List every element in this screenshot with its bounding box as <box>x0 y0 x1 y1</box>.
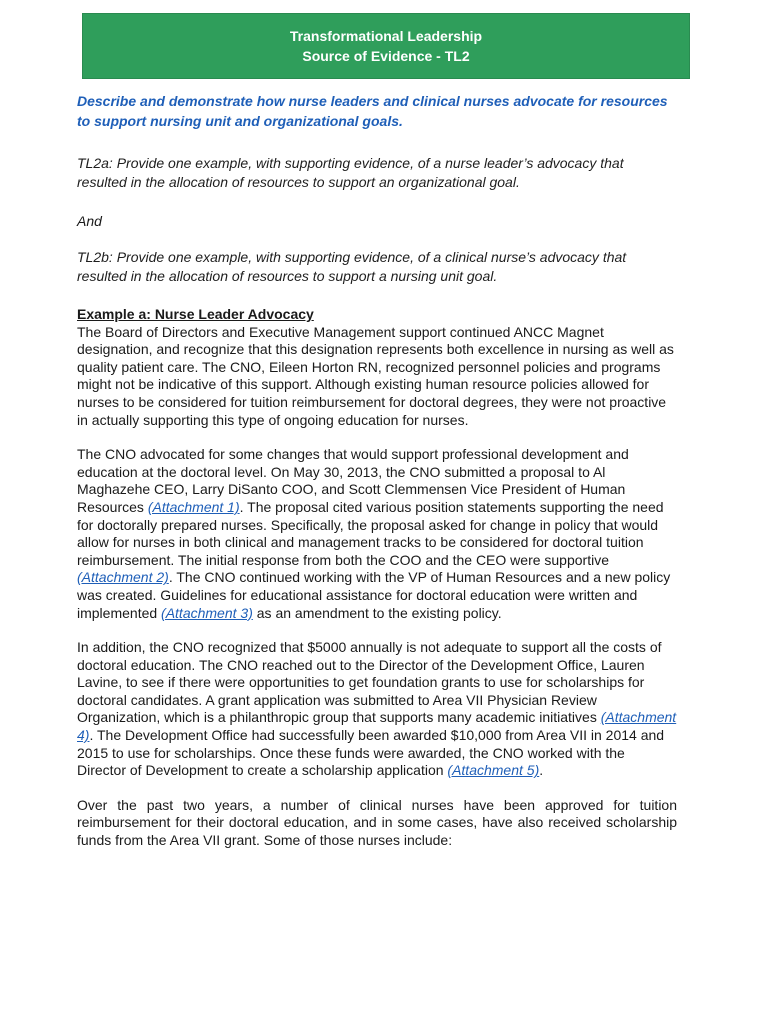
attachment-2-link[interactable]: (Attachment 2) <box>77 569 169 586</box>
paragraph-1-text: The Board of Directors and Executive Management support continued ANCC Magnet designation, and recognize that this designation represents both excellence in nursing as well as quality patient care. The CNO, Eileen Horton RN, recognized personnel policies and programs might not be indicative of this support. Although existing human resource policies allowed for nurses to be considered for tuition reimbursement for doctoral degrees, they were not proactive in actually supporting this type of ongoing education for nurses. <box>77 323 674 428</box>
header-banner <box>82 13 690 79</box>
p2-text-1: The CNO advocated for some changes that would support professional development and education at the doctoral level. On May 30, 2013, the CNO submitted a proposal to Al Maghazehe CEO, Larry DiSanto COO, and Scott Clemmensen Vice President of Human Resources <box>77 446 629 515</box>
p2-text-3: . The CNO continued working with the VP of Human Resources and a new policy was created. Guidelines for educational assistance for doctoral education were written and implemented <box>77 569 671 621</box>
attachment-1-link[interactable]: (Attachment 1) <box>147 498 240 515</box>
and-text: And <box>77 213 102 229</box>
banner-subtitle: Source of Evidence - TL2 <box>302 48 470 64</box>
attachment-4-link[interactable]: (Attachment 4) <box>77 709 677 744</box>
banner-title: Transformational Leadership <box>289 28 483 44</box>
tl2b-text: TL2b: Provide one example, with supporting evidence, of a clinical nurse’s advocacy that resulted in the allocation of resources to support a nursing unit goal. <box>77 249 627 284</box>
tl2a-text: TL2a: Provide one example, with supporting evidence, of a nurse leader’s advocacy that resulted in the allocation of resources to support an organizational goal. <box>77 155 624 190</box>
p3-text-2: . The Development Office had successfully been awarded $10,000 from Area VII in 2014 and 2015 to use for scholarships. Once these funds were awarded, the CNO worked with the Director of Development to create a scholarship application <box>77 727 665 779</box>
example-heading: Example a: Nurse Leader Advocacy <box>77 306 314 322</box>
attachment-3-link[interactable]: (Attachment 3) <box>161 604 253 621</box>
document-body <box>77 91 677 867</box>
paragraph-4: Over the past two years, a number of clinical nurses have been approved for tuition reimbursement for their doctoral education, and in some cases, have also received scholarship funds from the Area VII grant. Some of those nurses include: <box>77 796 677 849</box>
paragraph-3 <box>77 639 677 780</box>
p3-text-3: . <box>539 762 544 779</box>
p2-text-4: as an amendment to the existing policy. <box>252 604 502 621</box>
attachment-5-link[interactable]: (Attachment 5) <box>447 762 540 779</box>
p2-text-2: . The proposal cited various position statements supporting the need for doctorally prepared nurses. Specifically, the proposal asked for change in policy that would allow for nurses in both clinical and management tracks to be considered for doctoral tuition reimbursement. The initial response from both the COO and the CEO were supportive <box>77 498 664 568</box>
prompt-text: Describe and demonstrate how nurse leaders and clinical nurses advocate for resources to support nursing unit and organizational goals. <box>77 93 668 129</box>
paragraph-2 <box>77 446 677 622</box>
paragraph-1 <box>77 306 677 429</box>
p3-text-1: In addition, the CNO recognized that $5000 annually is not adequate to support all the costs of doctoral education. The CNO reached out to the Director of the Development Office, Lauren Lavine, to see if there were opportunities to get foundation grants to use for scholarships for doctoral candidates. A grant application was submitted to Area VII Physician Review Organization, which is a philanthropic group that supports many academic initiatives <box>77 639 662 726</box>
